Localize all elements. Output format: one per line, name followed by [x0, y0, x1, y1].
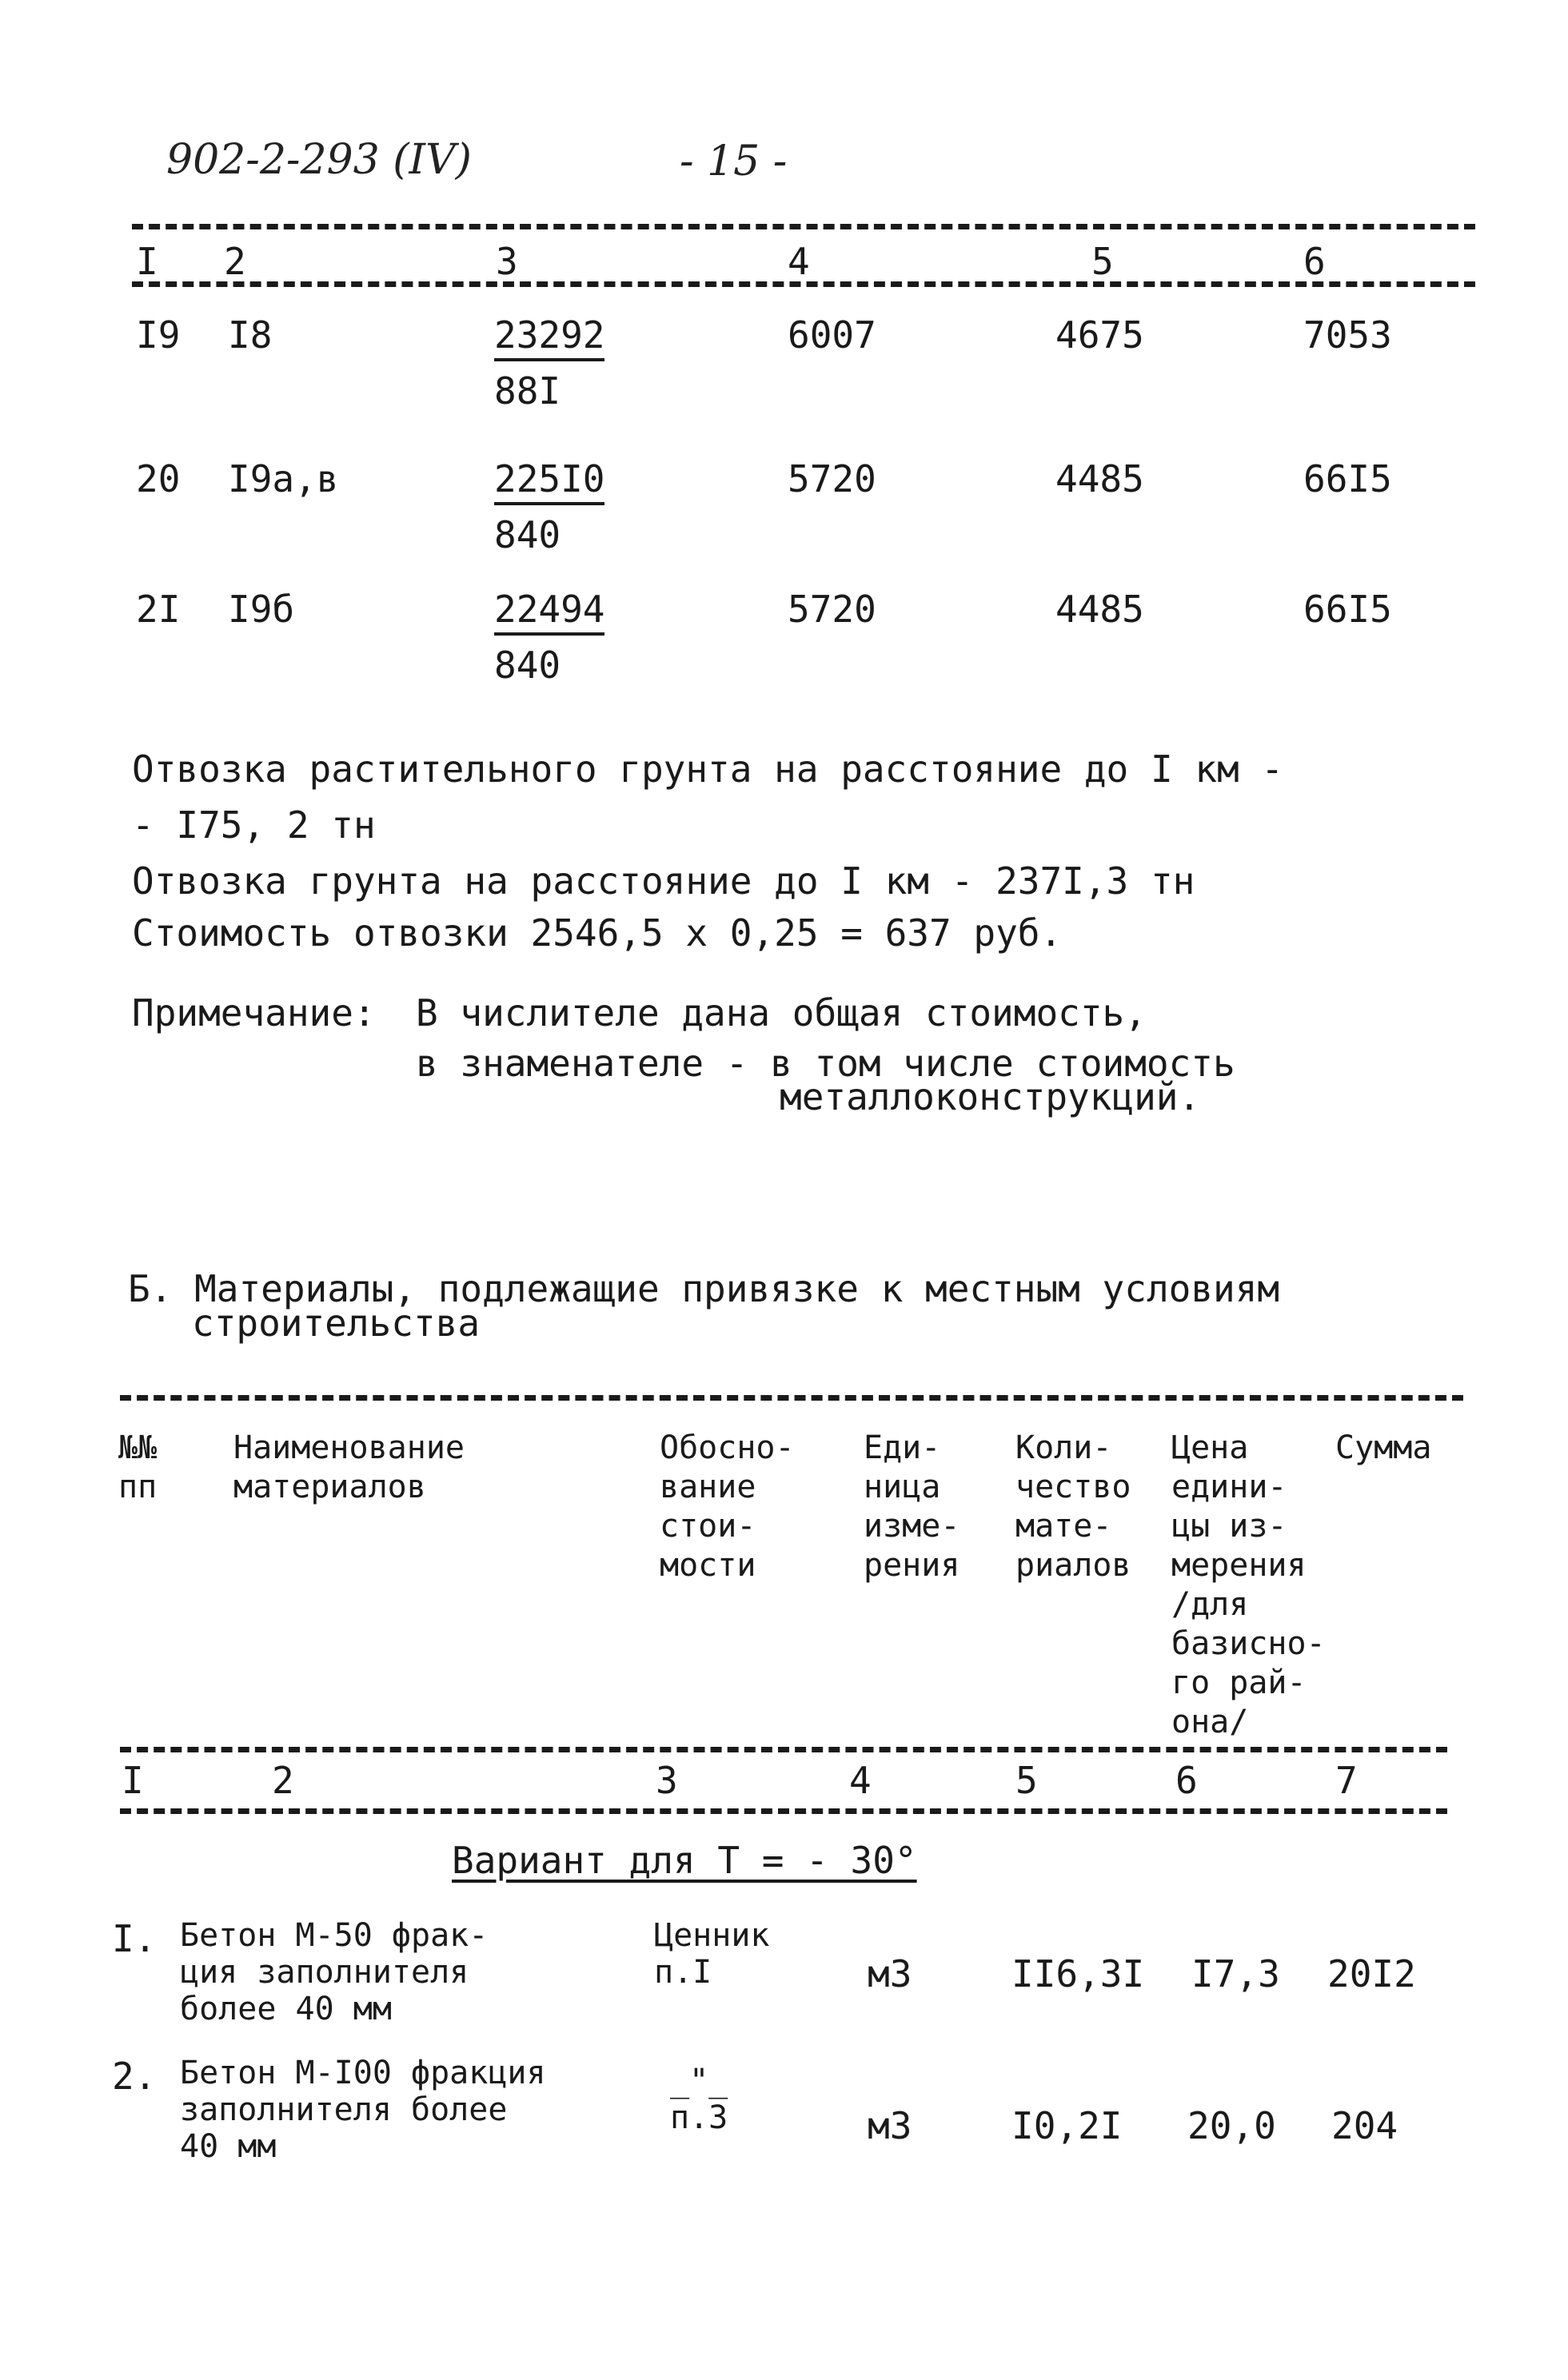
table1-col-2: 2: [224, 240, 246, 283]
row-ref: I8: [228, 313, 273, 357]
table1-col-3: 3: [496, 240, 518, 283]
sum: 204: [1331, 2104, 1398, 2147]
col5-value: 4485: [1055, 457, 1144, 500]
header-sum: Сумма: [1335, 1429, 1432, 1466]
col5-value: 4485: [1055, 588, 1144, 631]
sum: 20I2: [1327, 1952, 1416, 1995]
quantity: I0,2I: [1011, 2104, 1123, 2147]
header-quantity: Коли- чество мате- риалов: [1015, 1429, 1131, 1584]
note-line-4: Стоимость отвозки 2546,5 х 0,25 = 637 руб.: [132, 911, 1063, 955]
col5-value: 4675: [1055, 313, 1144, 357]
table2-header-rule: [120, 1747, 1447, 1752]
cost-basis: Ценник п.I: [654, 1917, 770, 1991]
quantity: II6,3I: [1011, 1952, 1145, 1995]
table2-col-2: 2: [272, 1759, 294, 1802]
table2-col-3: 3: [656, 1759, 678, 1802]
note-line-1: Отвозка растительного грунта на расстояние до I км -: [132, 747, 1284, 791]
table2-col-4: 4: [849, 1759, 872, 1802]
remark-line-3: металлоконструкций.: [780, 1075, 1201, 1118]
page-number: - 15 -: [680, 138, 788, 185]
row-ref: I9б: [228, 588, 295, 631]
note-line-3: Отвозка грунта на расстояние до I км - 237I,3 тн: [132, 859, 1195, 903]
table1-col-4: 4: [788, 240, 810, 283]
table2-col-7: 7: [1335, 1759, 1358, 1802]
col4-value: 6007: [788, 313, 876, 357]
row-no: 2.: [112, 2055, 157, 2098]
col4-value: 5720: [788, 588, 876, 631]
header-basis: Обосно- вание стои- мости: [660, 1429, 795, 1584]
col6-value: 66I5: [1303, 588, 1392, 631]
table2-numbers-rule: [120, 1808, 1447, 1814]
table2-col-1: I: [122, 1759, 144, 1802]
row-number: I9: [136, 313, 181, 357]
row-ref: I9а,в: [228, 457, 339, 500]
table2-top-rule: [120, 1395, 1463, 1401]
unit: м3: [868, 1952, 912, 1995]
row-number: 20: [136, 457, 181, 500]
material-name: Бетон М-50 фрак- ция заполнителя более 40 мм: [180, 1917, 489, 2027]
row-number: 2I: [136, 588, 181, 631]
table2-col-6: 6: [1175, 1759, 1198, 1802]
header-no: №№ пп: [118, 1429, 158, 1505]
header-name: Наименование материалов: [233, 1429, 465, 1505]
table1-col-5: 5: [1091, 240, 1114, 283]
cost-denominator: 840: [494, 513, 561, 556]
unit-price: I7,3: [1191, 1952, 1280, 1995]
table1-header-rule: [132, 281, 1475, 287]
col6-value: 66I5: [1303, 457, 1392, 500]
cost-numerator: 22494: [494, 588, 604, 636]
row-no: I.: [112, 1917, 157, 1960]
remark-line-2: в знаменателе - в том числе стоимость: [416, 1042, 1235, 1085]
col6-value: 7053: [1303, 313, 1392, 357]
cost-numerator: 225I0: [494, 457, 604, 505]
cost-basis: _"_ п.3: [670, 2063, 728, 2136]
header-unit: Еди- ница изме- рения: [864, 1429, 960, 1584]
remark-line-1: В числителе дана общая стоимость,: [416, 991, 1147, 1035]
cost-numerator: 23292: [494, 313, 604, 361]
table2-col-5: 5: [1015, 1759, 1038, 1802]
material-name: Бетон М-I00 фракция заполнителя более 40 мм: [180, 2055, 546, 2165]
cost-denominator: 88I: [494, 369, 561, 413]
section-b-title: Б. Материалы, подлежащие привязке к местным условиям: [128, 1267, 1280, 1310]
cost-denominator: 840: [494, 644, 561, 687]
remark-label: Примечание:: [132, 991, 376, 1035]
document-code: 902-2-293 (IV): [166, 136, 472, 184]
unit: м3: [868, 2104, 912, 2147]
table1-top-rule: [132, 224, 1475, 229]
section-b-title-cont: строительства: [192, 1302, 481, 1345]
table1-col-6: 6: [1303, 240, 1326, 283]
col4-value: 5720: [788, 457, 876, 500]
note-line-2: - I75, 2 тн: [132, 803, 376, 847]
header-price: Цена едини- цы из- мерения /для базисно- го рай- она/: [1171, 1429, 1326, 1740]
unit-price: 20,0: [1187, 2104, 1276, 2147]
table1-col-1: I: [136, 240, 158, 283]
variant-heading: Вариант для Т = - 30°: [452, 1839, 917, 1882]
